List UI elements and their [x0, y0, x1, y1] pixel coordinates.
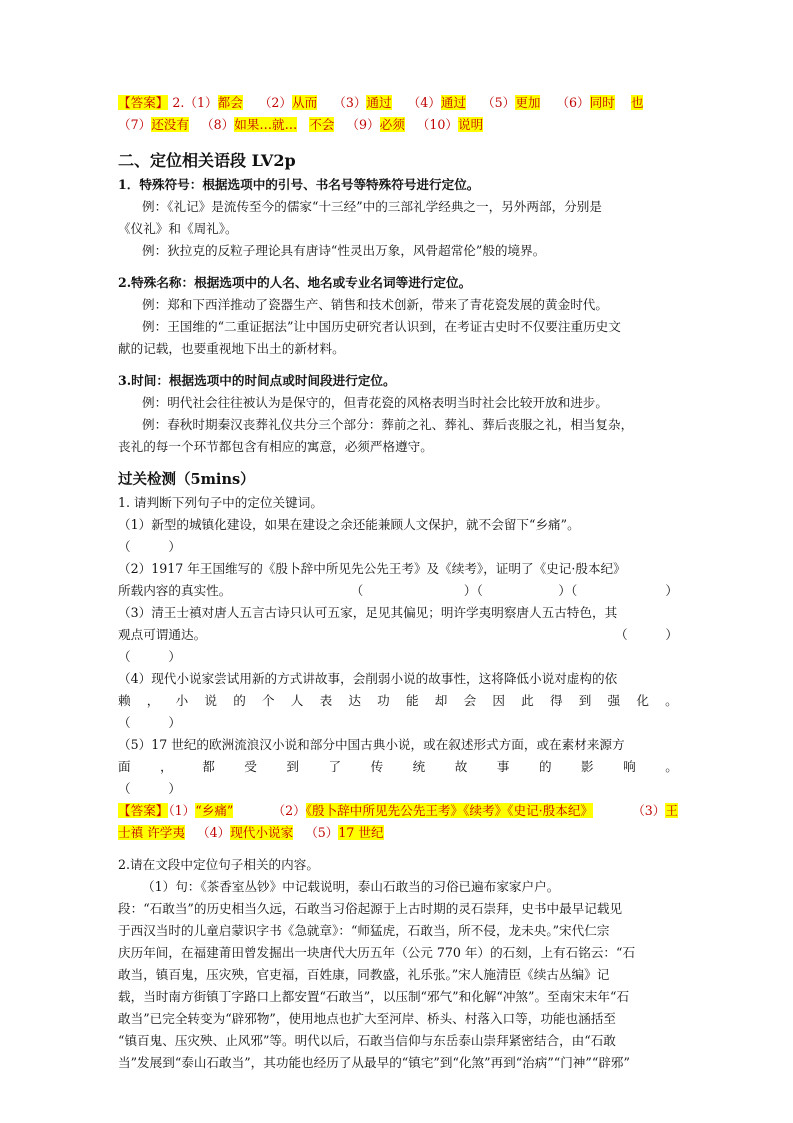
answer-num: （2） [258, 95, 293, 110]
q1-5-char: 了 [328, 759, 342, 774]
item3-example1: 例：明代社会往往被认为是保守的，但青花瓷的风格表明当时社会比较开放和进步。 [142, 395, 608, 410]
answer-word: 说明 [458, 117, 484, 132]
answer-word: 不会 [309, 117, 335, 132]
q1-3-blank: （ ） [615, 627, 678, 642]
q1-4-char: ， [146, 693, 160, 708]
q1-4-char: 强 [607, 693, 621, 708]
paragraph-line: 庆历年间，在福建莆田曾发掘出一块唐代大历五年（公元 770 年）的石刻，上有石铭云：“石 [118, 945, 636, 960]
answer-word: 通过 [366, 95, 392, 110]
q1-4-char: 。 [665, 693, 678, 708]
item1-example2: 例：狄拉克的反粒子理论具有唐诗“性灵出万象，风骨超常伦”般的境界。 [142, 243, 546, 258]
item2-example2-line2: 献的记载，也要重视地下出土的新材料。 [118, 341, 345, 356]
check-title: 过关检测（5mins） [118, 471, 255, 488]
paragraph-line: 当”发展到“泰山石敢当”，其功能也经历了从最早的“镇宅”到“化煞”再到“治病”“门神”“辟邪” [118, 1055, 630, 1070]
q1-4-char: 得 [549, 693, 563, 708]
paragraph-line: “镇百鬼、压灾殃、止风邪”等。明代以后，石敢当信仰与东岳泰山崇拜紧密结合，由“石敢 [118, 1033, 616, 1048]
answer-line-2 [118, 114, 678, 136]
paragraph-line: 敢当”已完全转变为“辟邪物”，使用地点也扩大至河岸、桥头、村落入口等，功能也涵括至 [118, 1011, 616, 1026]
answer-3-part1: 王 [665, 803, 678, 818]
q1-5-char: 统 [412, 759, 426, 774]
answer-num: （5） [482, 95, 516, 110]
q1-5-char: 面 [118, 759, 131, 774]
q1-4-char: 却 [434, 693, 448, 708]
answer-num: （10） [416, 117, 459, 132]
document-page [118, 92, 678, 1074]
q1-4-char: 到 [578, 693, 592, 708]
answer-word: 如果…就… [234, 117, 298, 132]
q1-4-line1: （4）现代小说家尝试用新的方式讲故事，会削弱小说的故事性，这将降低小说对虚构的依 [118, 671, 618, 686]
answer-num: （4） [197, 825, 231, 840]
q1-4-char: 能 [405, 693, 419, 708]
q1-5-char: 响 [623, 759, 636, 774]
q1-5-char: 。 [665, 759, 678, 774]
item3-example2-line1: 例：春秋时期秦汉丧葬礼仪共分三个部分：葬前之礼、葬礼、葬后丧服之礼，相当复杂， [142, 417, 634, 432]
answer-num: （3） [333, 95, 367, 110]
item2-heading: 2.特殊名称：根据选项中的人名、地名或专业名词等进行定位。 [118, 275, 472, 290]
q1-4-char: 功 [377, 693, 390, 708]
answer-5: 17 世纪 [338, 825, 384, 840]
q1-4-char: 赖 [118, 693, 131, 708]
q1-3-line1: （3）清王士禛对唐人五言古诗只认可五家，足见其偏见；明许学夷明察唐人五古特色，其 [118, 605, 618, 620]
q1-5-char: 都 [202, 759, 215, 774]
q1-5-line1: （5）17 世纪的欧洲流浪汉小说和部分中国古典小说，或在叙述形式方面，或在素材来源方 [118, 737, 625, 752]
answer-num: （2） [272, 803, 306, 818]
item2-example1: 例：郑和下西洋推动了瓷器生产、销售和技术创新，带来了青花瓷发展的黄金时代。 [142, 297, 608, 312]
answer-word: 都会 [217, 95, 243, 110]
q1-3-text: 观点可谓通达。 [118, 627, 207, 642]
answer-word: 从而 [292, 95, 318, 110]
q1-4-char: 个 [261, 693, 275, 708]
answer-num: 2.（1） [172, 95, 218, 110]
q1-4-char: 人 [290, 693, 304, 708]
q1-5-char: 传 [370, 759, 384, 774]
q1-intro: 1. 请判断下列句子中的定位关键词。 [118, 495, 323, 510]
q1-5-char: ， [160, 759, 173, 774]
answer-3-part2: 士禛 许学夷 [118, 825, 185, 840]
paragraph-line: 敢当，镇百鬼，压灾殃，官吏福，百姓康，同教盛，礼乐张。”宋人施清臣《续古丛编》记 [118, 967, 610, 982]
q1-2-text: 所载内容的真实性。 [118, 583, 232, 598]
paragraph-line: 于西汉当时的儿童启蒙识字书《急就章》：“师猛虎，石敢当，所不侵，龙未央。”宋代仁宗 [118, 923, 610, 938]
answer-4: 现代小说家 [230, 825, 294, 840]
q1-5-line2 [118, 756, 678, 778]
q1-5-char: 故 [454, 759, 468, 774]
q1-3-blank-2: （ ） [118, 649, 181, 664]
answer-word: 同时 [589, 95, 615, 110]
q1-4-char: 化 [636, 693, 649, 708]
answer-word: 也 [630, 95, 644, 110]
q1-4-char: 此 [521, 693, 534, 708]
q1-2-blanks: （ ）（ ）（ ） [350, 583, 678, 598]
q1-5-char: 到 [286, 759, 299, 774]
q1-4-blank: （ ） [118, 715, 181, 730]
answer-num: （5） [305, 825, 339, 840]
q1-1-blank: （ ） [118, 539, 181, 554]
answer-tag: 【答案】 [118, 95, 169, 110]
item1-example1-line1: 例：《礼记》是流传至今的儒家“十三经”中的三部礼学经典之一，另外两部，分别是 [142, 199, 602, 214]
answer2-line1 [118, 800, 678, 822]
q2-1: （1）句：《茶香室丛钞》中记载说明，泰山石敢当的习俗已遍布家家户户。 [142, 879, 560, 894]
q1-4-char: 的 [233, 693, 246, 708]
answer-num: （4） [407, 95, 441, 110]
answer-word: 通过 [440, 95, 467, 110]
q1-4-char: 会 [463, 693, 477, 708]
q1-4-char: 因 [492, 693, 505, 708]
item3-example2-line2: 丧礼的每一个环节都包含有相应的寓意，必须严格遵守。 [118, 439, 433, 454]
q1-4-char: 小 [175, 693, 189, 708]
item2-example2-line1: 例：王国维的“二重证据法”让中国历史研究者认识到，在考证古史时不仅要注重历史文 [142, 319, 621, 334]
q1-4-line2 [118, 690, 678, 712]
q1-4-char: 达 [348, 693, 361, 708]
answer-num: （9） [346, 117, 380, 132]
answer-1: “乡痛” [195, 803, 234, 818]
q1-5-blank: （ ） [118, 781, 181, 796]
answer-num: （7） [118, 117, 152, 132]
q1-2-line1: （2）1917 年王国维写的《殷卜辞中所见先公先王考》及《续考》，证明了《史记·殷本纪》 [118, 561, 626, 576]
q2-intro: 2.请在文段中定位句子相关的内容。 [118, 857, 319, 872]
answer-num: （3） [632, 803, 666, 818]
q1-1-line1: （1）新型的城镇化建设，如果在建设之余还能兼顾人文保护，就不会留下“乡痛”。 [118, 517, 580, 532]
answer-num: （1） [168, 803, 196, 818]
answer2-line2 [118, 822, 678, 844]
q1-5-char: 的 [538, 759, 552, 774]
item3-heading: 3.时间：根据选项中的时间点或时间段进行定位。 [118, 373, 396, 388]
paragraph-line: 段：“石敢当”的历史相当久远，石敢当习俗起源于上古时期的灵石崇拜，史书中最早记载见 [118, 901, 623, 916]
answer-word: 还没有 [151, 117, 189, 132]
q1-4-char: 表 [319, 693, 333, 708]
paragraph-line: 载，当时南方街镇丁字路口上都安置“石敢当”，以压制“邪气”和化解“冲煞”。至南宋末年“石 [118, 989, 630, 1004]
section-title: 二、定位相关语段 LV2p [118, 151, 296, 170]
q1-5-char: 受 [244, 759, 257, 774]
answer-word: 更加 [515, 95, 541, 110]
answer-2: 《殷卜辞中所见先公先王考》《续考》《史记·殷本纪》 [305, 803, 594, 818]
answer-num: （6） [556, 95, 590, 110]
answer-tag: 【答案】 [118, 803, 169, 818]
answer-line-1 [118, 92, 678, 114]
answer-word: 必须 [379, 117, 405, 132]
answer-num: （8） [201, 117, 235, 132]
item1-heading: 1．特殊符号：根据选项中的引号、书名号等特殊符号进行定位。 [118, 177, 480, 192]
q1-5-char: 影 [581, 759, 594, 774]
item1-example1-line2: 《仪礼》和《周礼》。 [118, 221, 238, 236]
q1-3-line2 [118, 624, 678, 646]
q1-2-line2 [118, 580, 678, 602]
q1-4-char: 说 [204, 693, 217, 708]
q1-5-char: 事 [496, 759, 510, 774]
